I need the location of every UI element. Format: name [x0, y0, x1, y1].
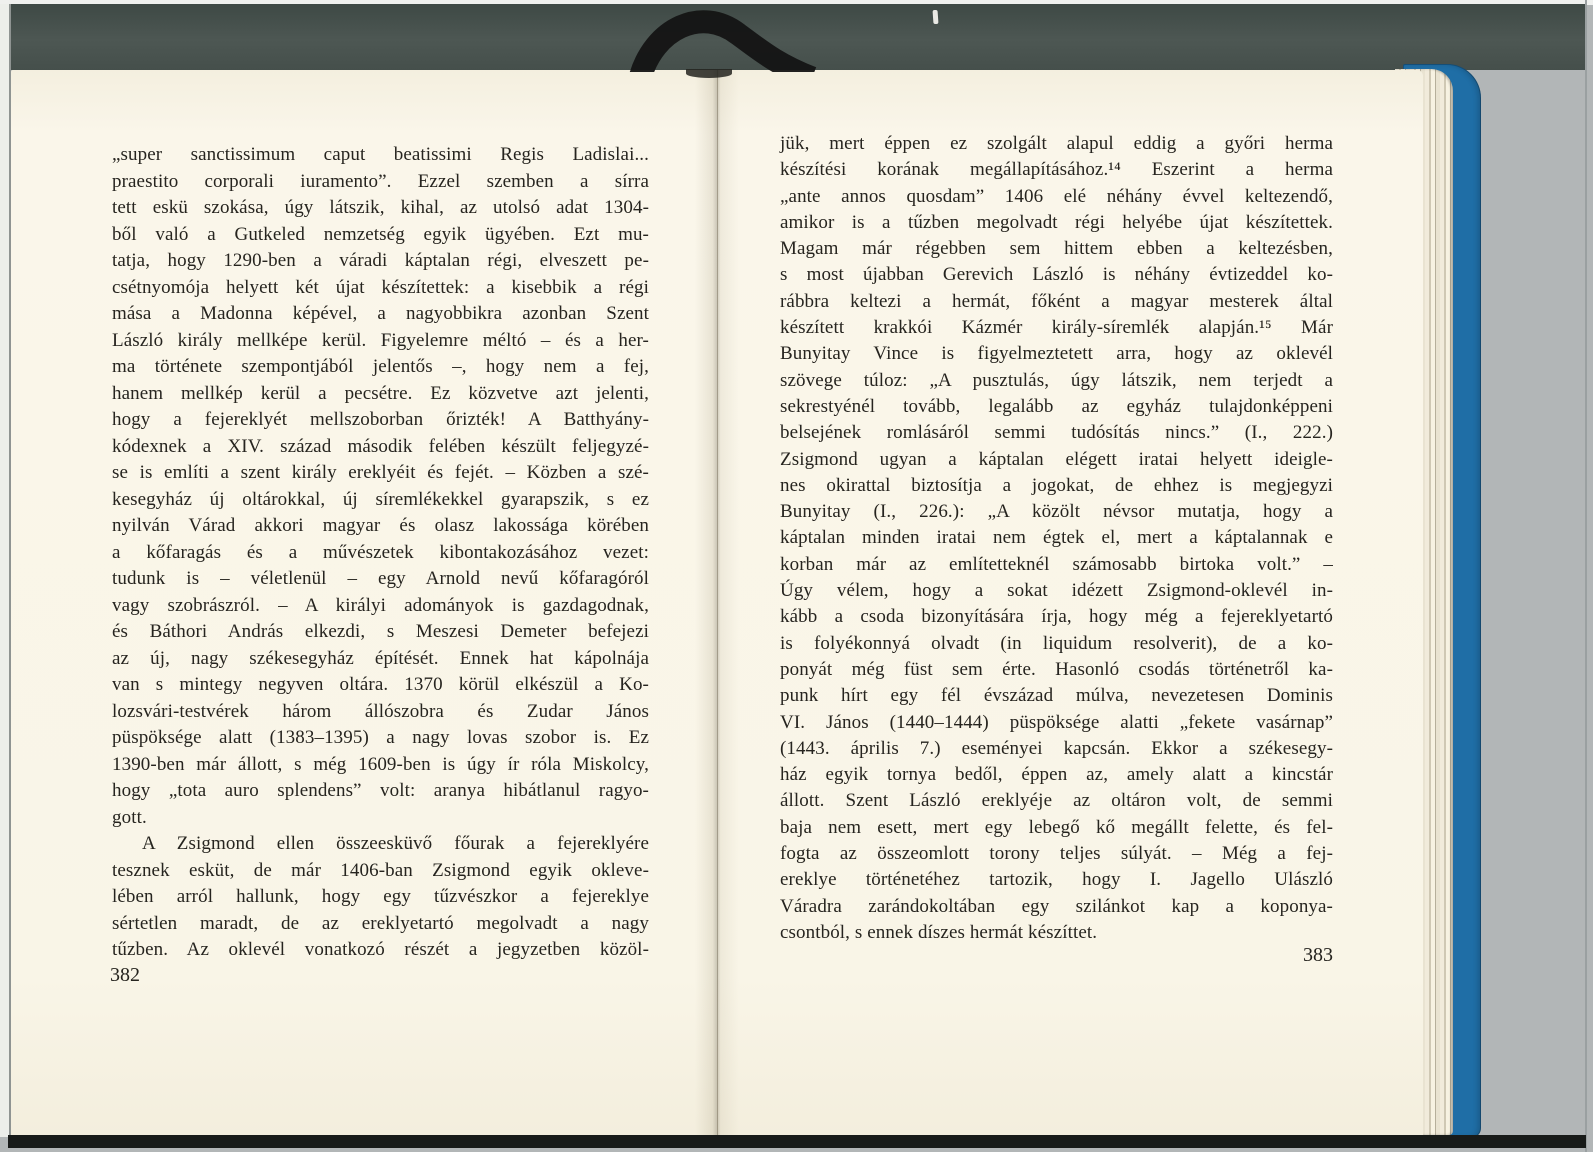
paragraph: [112, 142, 649, 831]
text-line: tűzben. Az oklevél vonatkozó részét a jegyzetben közöl-: [112, 939, 649, 960]
page-spread: [11, 70, 1423, 1138]
paragraph: [112, 831, 649, 964]
text-line: Váradra zarándokoltában egy szilánkot kap a koponya-: [780, 895, 1333, 917]
text-line: tesznek esküt, de már 1406-ban Zsigmond egyik okleve-: [112, 859, 649, 881]
text-line: vagy szobrászról. – A királyi adományok is gazdagodnak,: [112, 594, 649, 616]
text-line: baja nem esett, mert egy lebegő kő megállt felette, és fel-: [780, 816, 1333, 838]
text-line: mása a Madonna képével, a nagyobbikra azonban Szent: [112, 303, 649, 324]
text-line: a kőfaragás és a művészetek kibontakozásához vezet:: [112, 541, 649, 563]
text-line: László király mellképe kerül. Figyelemre méltó – és a her-: [112, 329, 649, 351]
scanner-right-edge: [1585, 0, 1587, 1152]
text-line: lozsvári-testvérek három állószobra és Zudar János: [112, 700, 649, 722]
text-line: punk hírt egy fél évszázad múlva, nevezetesen Dominis: [780, 685, 1333, 707]
text-line: sértetlen maradt, de az ereklyetartó megolvadt a nagy: [112, 912, 649, 934]
text-line: (1443. április 7.) eseményei kapcsán. Ekkor a székesegy-: [780, 737, 1333, 759]
text-line: is folyékonnyá olvadt (in liquidum resolverit), de a ko-: [780, 632, 1333, 654]
text-line: A Zsigmond ellen összeesküvő főurak a fejereklyére: [142, 833, 649, 854]
text-line: „ante annos quosdam” 1406 elé néhány évvel keltezendő,: [780, 185, 1333, 207]
text-line: készítési korának megállapításához.¹⁴ Eszerint a herma: [780, 159, 1333, 181]
text-line: csontból, s ennek díszes hermát készíttet.: [780, 921, 1098, 943]
text-line: „super sanctissimum caput beatissimi Regis Ladislai...: [112, 144, 649, 165]
text-line: nes okirattal biztosítja a jogokat, de ehhez is megjegyzi: [780, 474, 1333, 496]
page-gutter: [695, 70, 739, 1138]
text-line: tudunk is – véletlenül – egy Arnold nevű kőfaragóról: [112, 568, 649, 589]
text-line: van s mintegy negyven oltára. 1370 körül elkészül a Ko-: [112, 674, 649, 695]
text-line: se is említi a szent király ereklyéit és fejét. – Közben a szé-: [112, 462, 649, 483]
right-page-number: 383: [1303, 944, 1333, 966]
text-line: készített krakkói Kázmér király-síremlék alapján.¹⁵ Már: [780, 317, 1333, 339]
text-line: VI. János (1440–1444) püspöksége alatti „fekete vasárnap”: [780, 711, 1333, 733]
text-line: rábbra keltezi a hermát, főként a magyar mesterek által: [780, 290, 1333, 312]
text-line: hanem mellkép kerül a pecsétre. Ez közvetve azt jelenti,: [112, 382, 649, 404]
text-line: püspöksége alatt (1383–1395) a nagy lovas szobor is. Ez: [112, 727, 649, 748]
text-line: ponyát még füst sem érte. Hasonló csodás történetről ka-: [780, 658, 1333, 680]
text-line: tatja, hogy 1290-ben a váradi káptalan régi, elveszett pe-: [112, 250, 649, 271]
text-line: kesegyház új oltárokkal, új síremlékekkel gyarapszik, s ez: [112, 488, 649, 510]
text-line: csétnyomója helyett két újat készítettek: a kisebbik a régi: [112, 276, 649, 298]
text-line: állott. Szent László ereklyéje az oltáron volt, de semmi: [780, 790, 1333, 812]
text-line: sekrestyénél tovább, legalább az egyház tulajdonképpeni: [780, 395, 1333, 417]
text-line: jük, mert éppen ez szolgált alapul eddig a győri herma: [780, 133, 1333, 154]
right-page-text: [780, 131, 1333, 946]
text-line: tett eskü szokása, úgy látszik, kihal, az utolsó adat 1304-: [112, 197, 649, 218]
text-line: gott.: [112, 806, 147, 828]
scanner-artifact-mark: [933, 10, 939, 24]
text-line: kább a csoda bizonyítására írja, hogy még a fejereklyetartó: [780, 606, 1333, 628]
text-line: hogy a fejereklyét mellszoborban őrizték! A Batthyány-: [112, 409, 649, 430]
text-line: és Báthori András elkezdi, s Meszesi Demeter befejezi: [112, 621, 649, 642]
bookmark-ribbon-icon: [610, 6, 840, 72]
paragraph: [780, 131, 1333, 946]
text-line: amikor is a tűzben megolvadt régi helyébe újat készítettek.: [780, 211, 1333, 233]
text-line: lében arról hallunk, hogy egy tűzvészkor a fejereklye: [112, 886, 649, 907]
text-line: Zsigmond ugyan a káptalan elégett iratai helyett ideigle-: [780, 448, 1333, 470]
text-line: praestito corporali iuramento”. Ezzel szemben a sírra: [112, 170, 649, 192]
text-line: az új, nagy székesegyház építését. Ennek hat kápolnája: [112, 647, 649, 669]
text-line: fogta az összeomlott torony teljes súlyát. – Még a fej-: [780, 843, 1333, 865]
open-book: [11, 64, 1481, 1140]
text-line: hogy „tota auro splendens” volt: aranya hibátlanul ragyo-: [112, 780, 649, 801]
scanner-bottom-shadow: [8, 1135, 1586, 1148]
text-line: szövege túloz: „A pusztulás, úgy látszik, nem terjedt a: [780, 369, 1333, 391]
text-line: Bunyitay (I., 226.): „A közölt névsor mutatja, hogy a: [780, 501, 1333, 523]
left-page-text: [112, 142, 649, 964]
text-line: Magam már régebben sem hittem ebben a keltezésben,: [780, 238, 1333, 260]
text-line: ereklye történetéhez tartozik, hogy I. Jagello Ulászló: [780, 869, 1333, 891]
text-line: 1390-ben már állott, s még 1609-ben is úgy ír róla Miskolcy,: [112, 753, 649, 775]
bookmark-ribbon-root: [686, 69, 732, 78]
text-line: s most újabban Gerevich László is néhány évtizeddel ko-: [780, 264, 1333, 286]
text-line: kódexnek a XIV. század második felében készült feljegyzé-: [112, 435, 649, 457]
text-line: ház egyik tornya bedől, éppen az, amely alatt a kincstár: [780, 764, 1333, 786]
left-page-number: 382: [110, 964, 140, 986]
scanner-left-edge: [0, 4, 11, 1137]
text-line: Úgy vélem, hogy a sokat idézett Zsigmond-oklevél in-: [780, 580, 1333, 602]
text-line: nyilván Várad akkori magyar és olasz lakossága körében: [112, 515, 649, 536]
text-line: káptalan minden iratai nem égtek el, mert a káptalannak e: [780, 527, 1333, 549]
text-line: korban már az említetteknél számosabb birtoka volt.” –: [780, 553, 1333, 575]
text-line: belsejének romlásáról semmi tudósítás nincs.” (I., 222.): [780, 422, 1333, 444]
text-line: Bunyitay Vince is figyelmeztetett arra, hogy az oklevél: [780, 343, 1333, 365]
text-line: ma története szempontjából jelentős –, hogy nem a fej,: [112, 356, 649, 377]
text-line: ből való a Gutkeled nemzetség egyik ügyében. Ezt mu-: [112, 223, 649, 245]
